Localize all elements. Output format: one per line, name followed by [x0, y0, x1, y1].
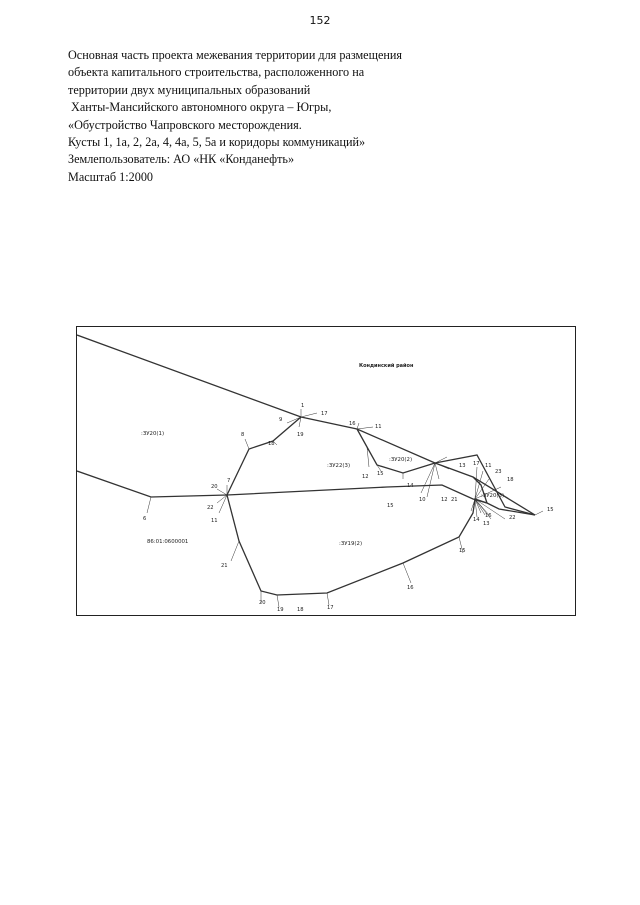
boundary-line [227, 417, 301, 495]
point-label: 11 [485, 463, 492, 469]
header-line: Землепользователь: АО «НК «Конданефть» [68, 152, 295, 167]
point-leader [367, 447, 403, 479]
point-label: 11 [211, 518, 218, 524]
point-label: 14 [473, 517, 480, 523]
point-label: 16 [485, 513, 492, 519]
point-leader [421, 457, 449, 497]
area-label: 86:01:0600001 [147, 539, 189, 545]
point-leader [231, 537, 463, 607]
point-label: 15 [377, 471, 384, 477]
header-line: объекта капитального строительства, расположенного на [68, 65, 365, 80]
header-line: Основная часть проекта межевания территории для размещения [68, 48, 403, 62]
point-label: 19 [297, 432, 304, 438]
point-label: 6 [143, 516, 147, 522]
page-number: 152 [309, 14, 331, 27]
point-label: 12 [441, 497, 448, 503]
point-label: 19 [277, 607, 284, 613]
point-label: 17 [473, 461, 480, 467]
region-label: Кондинский район [359, 363, 414, 369]
area-label: :ЗУ20(2) [389, 457, 413, 463]
point-leader [357, 423, 373, 429]
point-label: 21 [221, 563, 228, 569]
point-label: 13 [459, 463, 466, 469]
boundary-lines [77, 335, 543, 607]
point-label: 15 [459, 548, 466, 554]
header-line: Ханты-Мансийского автономного округа – Югры, [68, 100, 332, 115]
point-label: 10 [419, 497, 426, 503]
point-label: 23 [495, 469, 502, 475]
point-label: 14 [407, 483, 414, 489]
point-leader [217, 485, 227, 513]
boundary-line [227, 485, 487, 503]
point-leader [147, 497, 151, 513]
point-label: 11 [375, 424, 382, 430]
survey-map [76, 326, 576, 616]
header-line: Кусты 1, 1а, 2, 2а, 4, 4а, 5, 5а и коридоры коммуникаций» [68, 135, 366, 150]
boundary-line [77, 471, 227, 497]
point-label: 16 [407, 585, 414, 591]
point-label: 20 [259, 600, 266, 606]
point-label: 9 [279, 417, 283, 423]
header-line: территории двух муниципальных образований [68, 82, 311, 97]
header-line: «Обустройство Чапровского месторождения. [68, 117, 302, 132]
document-header [68, 47, 538, 186]
point-label: 22 [207, 505, 214, 511]
point-label: 17 [327, 605, 334, 611]
point-label: 18 [268, 441, 275, 447]
survey-map-drawing [77, 327, 577, 617]
area-label: :ЗУ19(2) [339, 541, 363, 547]
header-line: Масштаб 1:2000 [68, 169, 154, 184]
point-label: 7 [227, 478, 231, 484]
point-leader [535, 511, 543, 515]
point-label: 21 [451, 497, 458, 503]
area-label: :ЗУ20(1) [141, 431, 165, 437]
point-label: 18 [297, 607, 304, 613]
point-label: 17 [321, 411, 328, 417]
boundary-line [77, 335, 535, 515]
point-label: 13 [483, 521, 490, 527]
point-label: 15 [387, 503, 394, 509]
point-label: 20 [211, 484, 218, 490]
area-label: :ЗУ22(3) [327, 463, 351, 469]
point-label: 22 [509, 515, 516, 521]
point-label: 1 [301, 403, 305, 409]
point-label: 15 [547, 507, 554, 513]
point-label: 8 [241, 432, 245, 438]
area-label: :ЗУ20(3) [481, 493, 505, 499]
point-label: 12 [362, 474, 369, 480]
point-label: 18 [507, 477, 514, 483]
point-label: 16 [349, 421, 356, 427]
